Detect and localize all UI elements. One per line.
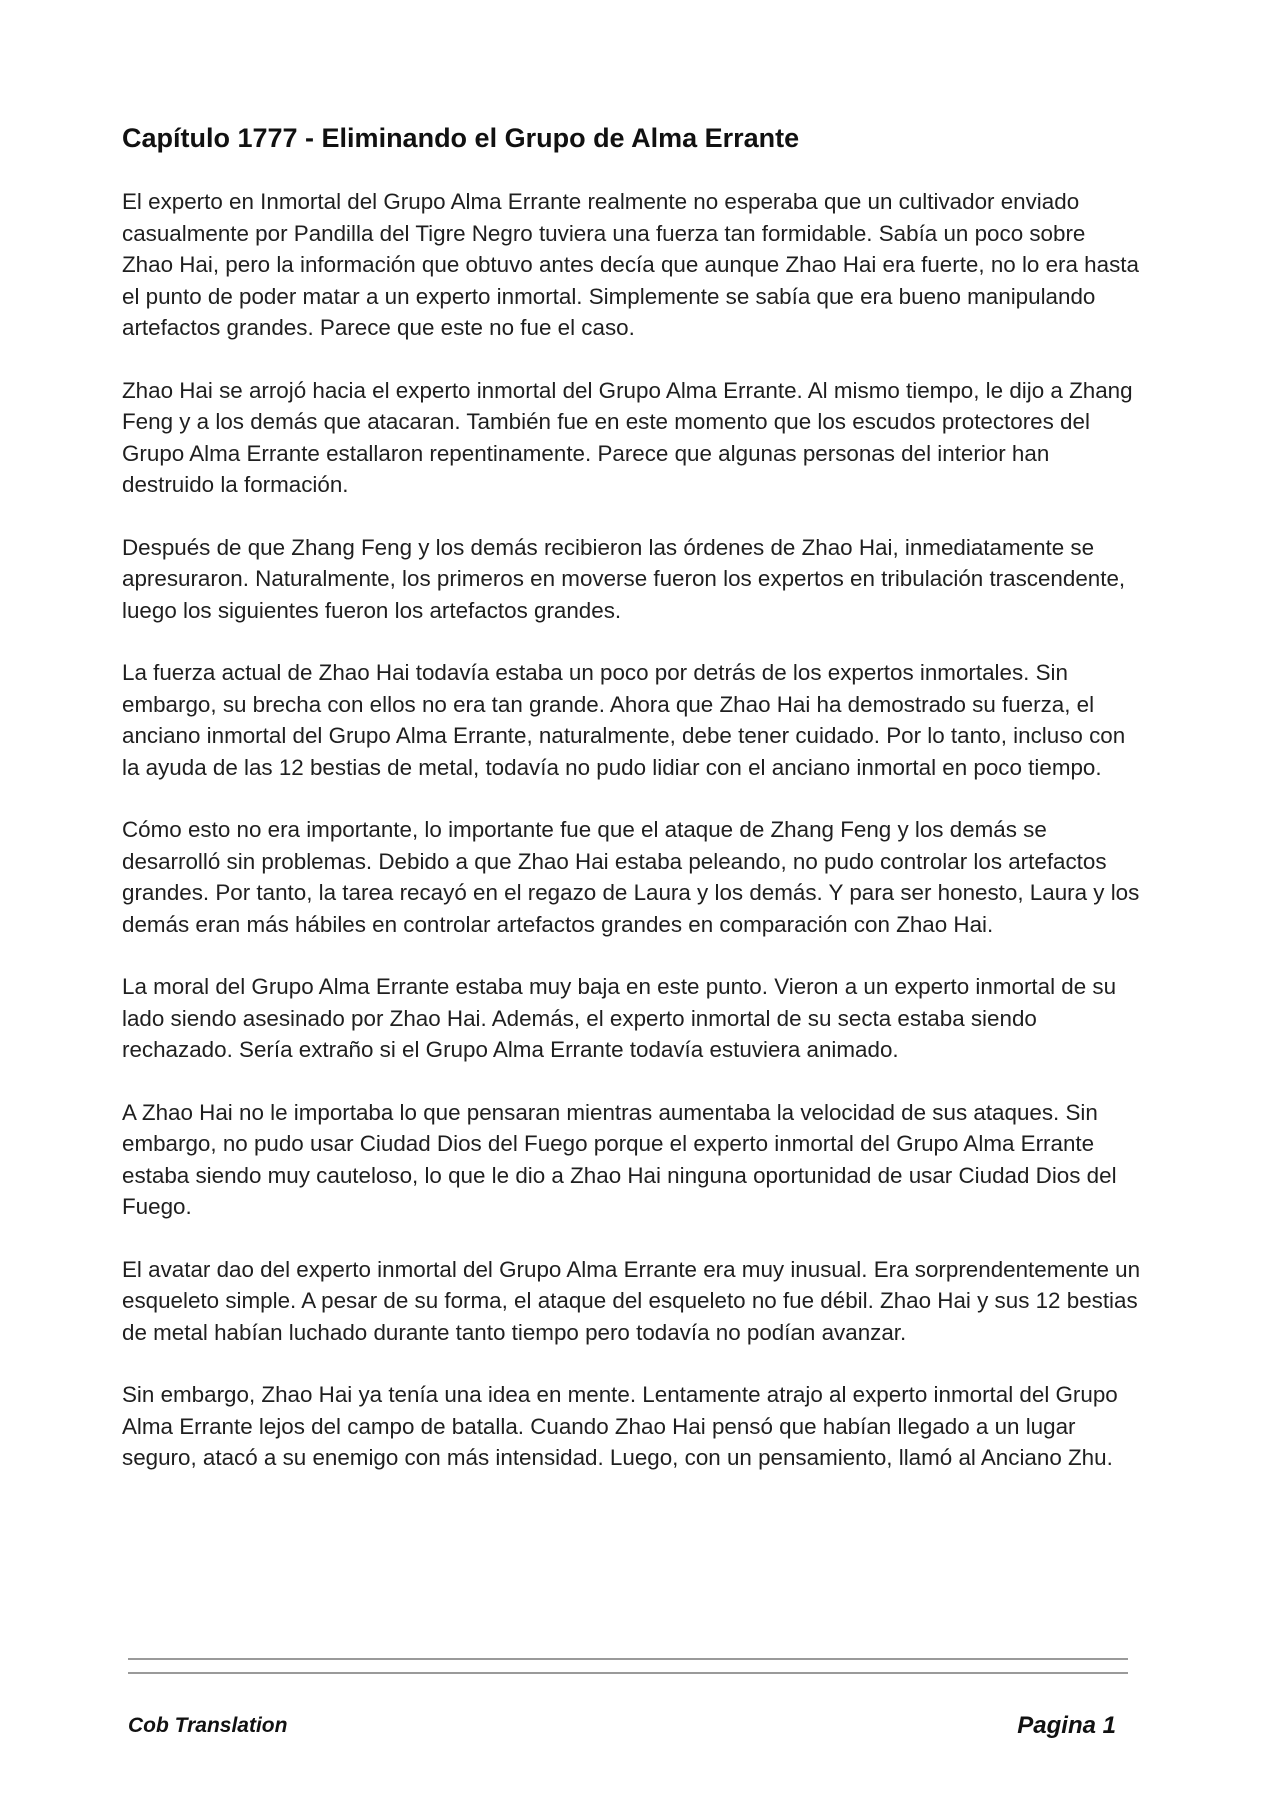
page-number: Pagina 1 — [1017, 1712, 1116, 1739]
paragraph: El experto en Inmortal del Grupo Alma Errante realmente no esperaba que un cultivador enviado casualmente por Pandilla del Tigre Negro tuviera una fuerza tan formidable. Sabía un poco sobre Zhao Hai, pero la información que obtuvo antes decía que aunque Zhao Hai era fuerte, no lo era hasta el punto de poder matar a un experto inmortal. Simplemente se sabía que era bueno manipulando artefactos grandes. Parece que este no fue el caso. — [122, 189, 1139, 340]
paragraph: Zhao Hai se arrojó hacia el experto inmortal del Grupo Alma Errante. Al mismo tiempo, le dijo a Zhang Feng y a los demás que atacaran. También fue en este momento que los escudos protectores del Grupo Alma Errante estallaron repentinamente. Parece que algunas personas del interior han destruido la formación. — [122, 377, 1133, 497]
footer-divider-bottom — [128, 1672, 1128, 1674]
chapter-title: Capítulo 1777 - Eliminando el Grupo de Alma Errante — [122, 123, 800, 153]
paragraph: A Zhao Hai no le importaba lo que pensaran mientras aumentaba la velocidad de sus ataques. Sin embargo, no pudo usar Ciudad Dios del Fuego porque el experto inmortal del Grupo Alma Errante estaba siendo muy cauteloso, lo que le dio a Zhao Hai ninguna oportunidad de usar Ciudad Dios del Fuego. — [122, 1099, 1117, 1219]
paragraph: Después de que Zhang Feng y los demás recibieron las órdenes de Zhao Hai, inmediatamente se apresuraron. Naturalmente, los primeros en moverse fueron los expertos en tribulación trascendente, luego los siguientes fueron los artefactos grandes. — [122, 534, 1126, 623]
paragraph: El avatar dao del experto inmortal del Grupo Alma Errante era muy inusual. Era sorprendentemente un esqueleto simple. A pesar de su forma, el ataque del esqueleto no fue débil. Zhao Hai y sus 12 bestias de metal habían luchado durante tanto tiempo pero todavía no podían avanzar. — [122, 1256, 1141, 1345]
paragraph: La moral del Grupo Alma Errante estaba muy baja en este punto. Vieron a un experto inmortal de su lado siendo asesinado por Zhao Hai. Además, el experto inmortal de su secta estaba siendo rechazado. Sería extraño si el Grupo Alma Errante todavía estuviera animado. — [122, 974, 1117, 1062]
paragraph: Sin embargo, Zhao Hai ya tenía una idea en mente. Lentamente atrajo al experto inmortal del Grupo Alma Errante lejos del campo de batalla. Cuando Zhao Hai pensó que habían llegado a un lugar seguro, atacó a su enemigo con más intensidad. Luego, con un pensamiento, llamó al Anciano Zhu. — [122, 1382, 1118, 1470]
footer-divider-top — [128, 1658, 1128, 1660]
paragraph: La fuerza actual de Zhao Hai todavía estaba un poco por detrás de los expertos inmortales. Sin embargo, su brecha con ellos no era tan grande. Ahora que Zhao Hai ha demostrado su fuerza, el anciano inmortal del Grupo Alma Errante, naturalmente, debe tener cuidado. Por lo tanto, incluso con la ayuda de las 12 bestias de metal, todavía no pudo lidiar con el anciano inmortal en poco tiempo. — [122, 660, 1126, 780]
document-content — [122, 118, 1142, 1505]
paragraph: Cómo esto no era importante, lo importante fue que el ataque de Zhang Feng y los demás se desarrolló sin problemas. Debido a que Zhao Hai estaba peleando, no pudo controlar los artefactos grandes. Por tanto, la tarea recayó en el regazo de Laura y los demás. Y para ser honesto, Laura y los demás eran más hábiles en controlar artefactos grandes en comparación con Zhao Hai. — [122, 817, 1140, 937]
translator-credit: Cob Translation — [128, 1714, 288, 1737]
page-footer — [128, 1658, 1128, 1748]
